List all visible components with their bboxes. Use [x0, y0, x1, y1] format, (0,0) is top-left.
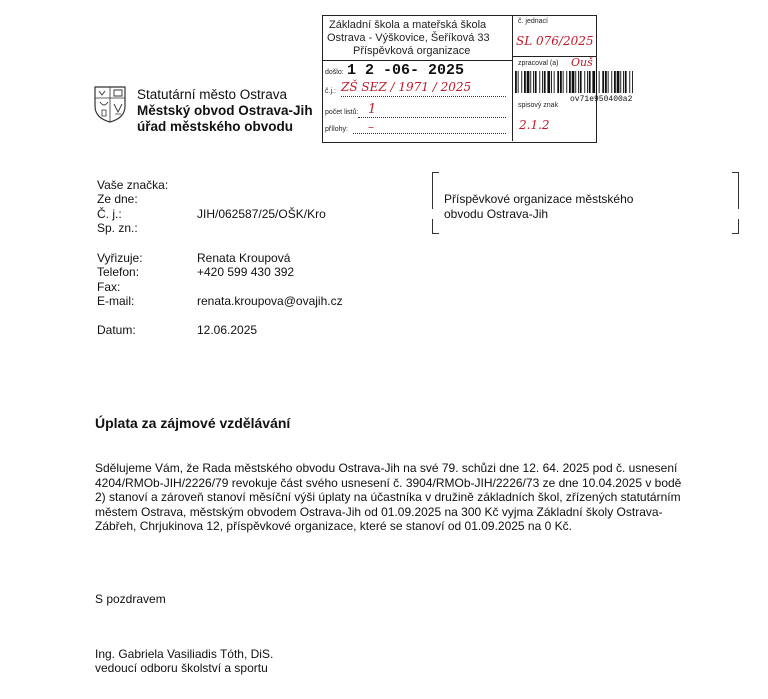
letter-subject: Úplata za zájmové vzdělávání [95, 415, 291, 431]
body-line: 4204/RMOb-JIH/2226/79 revokuje část svého usnesení č. 3904/RMOb-JIH/2226/73 ze dne 10.04.2025 v bodě [95, 475, 682, 490]
closing-greeting: S pozdravem [95, 592, 166, 606]
stamp-file-label: spisový znak [518, 102, 559, 109]
label-ref-no: Č. j.: [97, 207, 122, 221]
stamp-reg-handwritten: SL 076/2025 [516, 34, 594, 48]
header-city: Statutární město Ostrava [137, 87, 288, 102]
city-crest-logo [92, 84, 128, 124]
body-line: městem Ostrava, městským obvodem Ostrava-Jih od 01.09.2025 na 300 Kč vyjma Základní školy Ostrava- [95, 504, 663, 519]
stamp-sheets-handwritten: 1 [368, 102, 377, 117]
stamp-school-line3: Příspěvková organizace [353, 45, 471, 57]
label-date-of: Ze dne: [97, 192, 138, 206]
date-value: 12.06.2025 [197, 323, 258, 337]
recipient-line2: obvodu Ostrava-Jih [444, 207, 549, 221]
email-value: renata.kroupova@ovajih.cz [197, 294, 343, 308]
label-fax: Fax: [97, 280, 121, 294]
label-file-no: Sp. zn.: [97, 221, 138, 235]
stamp-received-label: došlo: [325, 69, 344, 76]
stamp-file-handwritten: 2.1.2 [519, 118, 550, 132]
label-your-ref: Vaše značka: [97, 178, 169, 192]
barcode-text: ov71e950400a2 [570, 95, 633, 104]
letter-body [95, 461, 720, 534]
signature-name: Ing. Gabriela Vasiliadis Tóth, DiS. [95, 647, 274, 661]
label-date: Datum: [97, 323, 136, 337]
stamp-attachments-label: přílohy: [325, 126, 348, 133]
stamp-ref-label: č.j.: [325, 88, 336, 95]
stamp-processed-handwritten: Ouš [571, 56, 593, 69]
ref-value: JIH/062587/25/OŠK/Kro [197, 207, 326, 221]
stamp-ref-handwritten: ZŠ SEZ / 1971 / 2025 [341, 80, 472, 94]
stamp-school-line2: Ostrava - Výškovice, Šeříková 33 [327, 32, 490, 44]
stamp-school-line1: Základní škola a mateřská škola [329, 19, 487, 31]
stamp-date: 1 2 -06- 2025 [347, 62, 465, 79]
body-line: Sdělujeme Vám, že Rada městského obvodu Ostrava-Jih na své 79. schůzi dne 12. 64. 2025 pod č. usnesení [95, 461, 678, 475]
stamp-reg-label: č. jednací [518, 18, 548, 25]
body-line: Zábřeh, Chrjukinova 12, příspěvkové organizace, které se stanoví od 01.09.2025 na 0 Kč. [95, 519, 572, 534]
stamp-attachments-handwritten: – [368, 120, 374, 134]
label-email: E-mail: [97, 294, 135, 308]
phone-value: +420 599 430 392 [197, 265, 295, 279]
body-line: 2) stanoví a zároveň stanoví měsíční výši úplaty na účastníka v družině základních škol, zřízených statutárním [95, 490, 681, 505]
stamp-processed-label: zpracoval (a) [518, 60, 559, 67]
label-handler: Vyřizuje: [97, 251, 143, 265]
label-phone: Telefon: [97, 265, 140, 279]
header-office: úřad městského obvodu [137, 119, 294, 134]
recipient-address-box [432, 172, 739, 234]
header-district: Městský obvod Ostrava-Jih [137, 103, 313, 118]
document-barcode [515, 71, 635, 93]
handler-value: Renata Kroupová [197, 251, 291, 265]
signature-title: vedoucí odboru školství a sportu [95, 661, 268, 675]
recipient-line1: Příspěvkové organizace městského [444, 192, 634, 206]
stamp-sheets-label: počet listů: [325, 109, 359, 116]
